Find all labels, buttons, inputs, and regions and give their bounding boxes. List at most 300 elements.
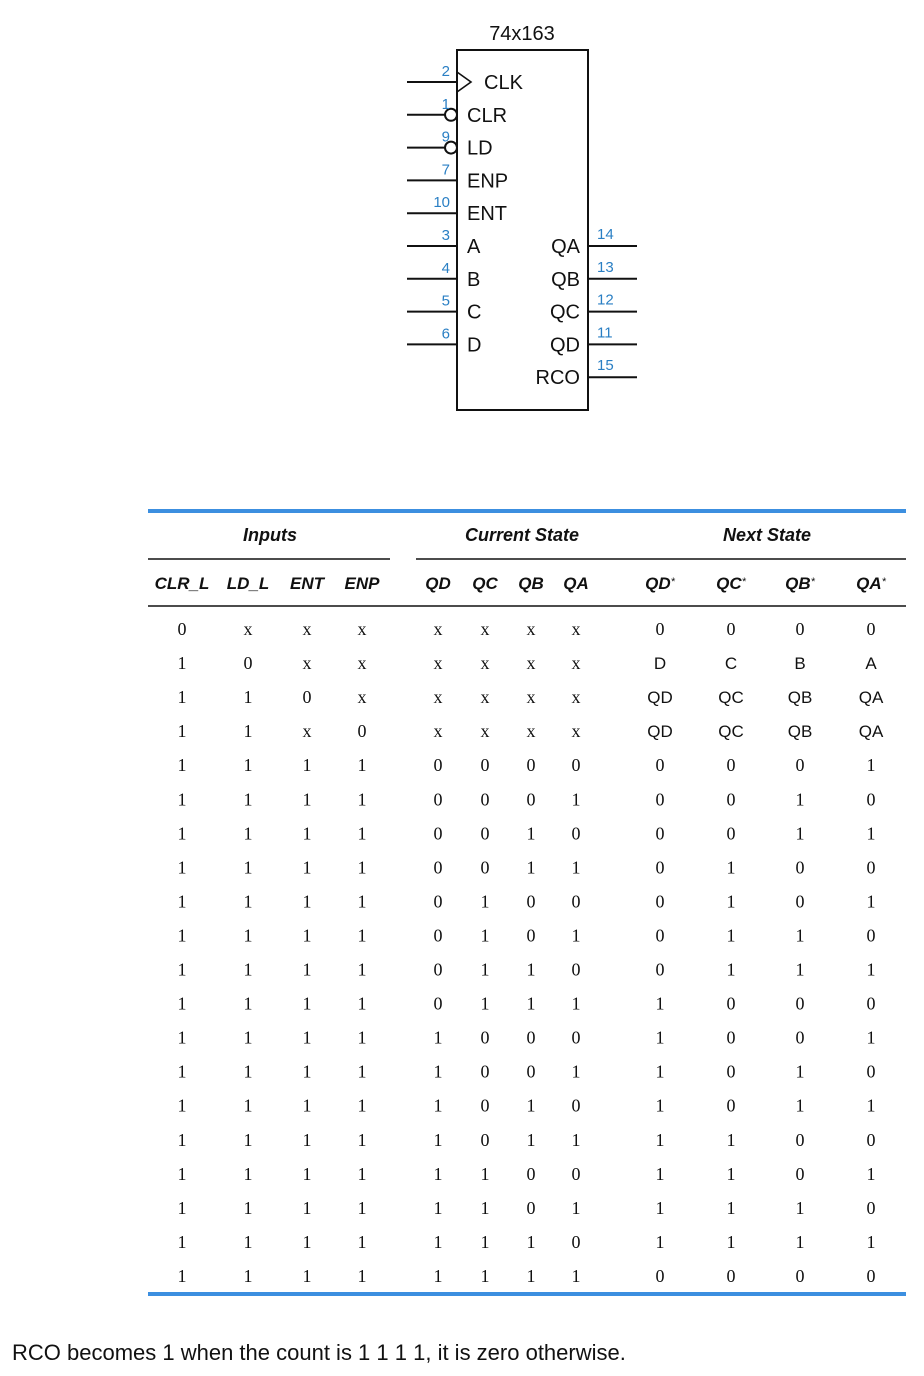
table-cell: 0	[526, 925, 536, 946]
table-cell: 0	[433, 755, 443, 776]
table-cell: 0	[302, 687, 312, 708]
column-header-qd-next: QD*	[645, 574, 675, 593]
table-cell: 1	[655, 1061, 665, 1082]
table-cell: x	[433, 687, 443, 708]
table-cell: 0	[526, 755, 536, 776]
table-cell: x	[357, 687, 367, 708]
d-pin-label: D	[467, 334, 482, 357]
table-cell: 1	[526, 1129, 536, 1150]
qd-pin-label: QD	[550, 334, 580, 357]
table-cell: 1	[795, 1231, 805, 1252]
table-cell: 0	[571, 755, 581, 776]
table-cell: 0	[726, 823, 736, 844]
a-pin-label: A	[467, 236, 481, 258]
ld-pin-number: 9	[441, 128, 450, 146]
table-cell: 1	[243, 857, 253, 878]
table-row	[178, 960, 876, 980]
group-header-inputs: Inputs	[243, 525, 297, 545]
table-cell: 0	[433, 891, 443, 912]
table-cell: QD	[647, 688, 673, 708]
table-cell: x	[571, 619, 581, 639]
table-cell: A	[865, 654, 877, 674]
table-top-rule	[148, 509, 906, 513]
table-cell: 0	[480, 1129, 490, 1150]
table-cell: 0	[795, 1265, 805, 1286]
a-pin-number: 3	[441, 227, 450, 244]
c-pin-number: 5	[441, 292, 450, 310]
table-cell: 1	[302, 1265, 312, 1286]
table-cell: 1	[866, 1095, 876, 1116]
table-cell: 0	[795, 755, 805, 776]
table-cell: 1	[433, 1129, 443, 1150]
group-header-next-state: Next State	[722, 525, 812, 545]
table-cell: 1	[795, 1095, 805, 1116]
table-cell: 1	[795, 925, 805, 946]
table-cell: 1	[795, 959, 805, 980]
table-cell: 1	[302, 1129, 312, 1150]
table-cell: x	[480, 721, 490, 742]
table-cell: 0	[866, 925, 876, 946]
table-cell: 1	[433, 1265, 443, 1286]
table-cell: x	[302, 721, 312, 742]
table-cell: 0	[526, 1027, 536, 1048]
table-cell: 0	[795, 1027, 805, 1048]
table-cell: 1	[243, 1095, 253, 1116]
column-header-clr-l: CLR_L	[154, 574, 210, 593]
table-cell: 1	[177, 993, 187, 1014]
table-cell: 1	[177, 1129, 187, 1150]
table-cell: 1	[433, 1231, 443, 1252]
table-cell: 1	[177, 959, 187, 980]
table-cell: 1	[357, 1095, 367, 1116]
table-cell: 1	[357, 1061, 367, 1082]
table-cell: 1	[571, 857, 581, 878]
table-cell: 1	[726, 1231, 736, 1252]
qc-pin-number: 12	[597, 291, 614, 309]
table-cell: 1	[726, 959, 736, 980]
table-cell: 1	[726, 1129, 736, 1150]
table-cell: QC	[718, 722, 744, 742]
table-row	[178, 1130, 876, 1150]
table-cell: 1	[433, 1197, 443, 1218]
d-pin-number: 6	[441, 325, 450, 343]
ld-pin-label: LD	[467, 137, 493, 160]
table-cell: 1	[480, 1265, 490, 1286]
table-cell: 0	[795, 891, 805, 912]
table-cell: 1	[177, 823, 187, 844]
rco-pin-label: RCO	[535, 367, 580, 390]
table-cell: 1	[433, 1027, 443, 1048]
table-cell: 0	[655, 925, 665, 946]
b-pin-label: B	[467, 268, 481, 291]
table-cell: 0	[480, 823, 490, 844]
table-cell: 1	[243, 721, 253, 742]
table-cell: x	[357, 619, 367, 639]
table-cell: 0	[726, 789, 736, 810]
table-cell: QD	[647, 722, 673, 742]
table-cell: 1	[433, 1061, 443, 1082]
table-cell: 1	[302, 925, 312, 946]
column-header-enp: ENP	[344, 574, 380, 593]
table-cell: 1	[795, 1197, 805, 1218]
table-cell: QA	[858, 722, 884, 742]
table-cell: 1	[433, 1163, 443, 1184]
table-cell: 1	[177, 925, 187, 946]
table-cell: 1	[243, 1061, 253, 1082]
table-cell: 1	[571, 925, 581, 946]
table-cell: 1	[726, 1163, 736, 1184]
table-cell: 0	[433, 823, 443, 844]
table-row	[178, 1266, 876, 1286]
column-header-qb: QB	[518, 574, 544, 593]
table-cell: 0	[655, 789, 665, 810]
table-cell: 1	[177, 721, 187, 742]
table-cell: 0	[866, 1061, 876, 1082]
table-cell: x	[526, 619, 536, 639]
table-cell: 0	[655, 755, 665, 776]
table-cell: 1	[357, 857, 367, 878]
table-cell: 0	[795, 1129, 805, 1150]
table-cell: 0	[866, 1129, 876, 1150]
table-cell: x	[571, 653, 581, 674]
table-cell: 0	[480, 1061, 490, 1082]
qc-pin-label: QC	[550, 301, 580, 324]
table-cell: 0	[526, 1061, 536, 1082]
table-cell: 1	[866, 1027, 876, 1048]
qb-pin-number: 13	[597, 258, 614, 276]
table-cell: 1	[243, 891, 253, 912]
b-pin-number: 4	[441, 259, 450, 277]
table-cell: 0	[795, 1163, 805, 1184]
table-row	[178, 755, 876, 775]
table-cell: 0	[655, 857, 665, 878]
table-cell: 1	[726, 925, 736, 946]
table-cell: x	[433, 721, 443, 742]
table-cell: 0	[726, 755, 736, 776]
table-cell: 1	[480, 1231, 490, 1252]
table-cell: 0	[866, 1197, 876, 1218]
table-cell: 1	[866, 755, 876, 776]
table-row	[178, 994, 876, 1014]
table-cell: 0	[655, 1265, 665, 1286]
table-cell: 0	[571, 891, 581, 912]
table-cell: 1	[243, 789, 253, 810]
table-cell: 1	[357, 1197, 367, 1218]
table-cell: 0	[866, 789, 876, 810]
table-cell: 0	[526, 789, 536, 810]
table-cell: 1	[243, 1027, 253, 1048]
table-cell: 0	[357, 721, 367, 742]
table-cell: x	[357, 653, 367, 674]
table-cell: 1	[526, 857, 536, 878]
table-cell: QA	[858, 688, 884, 708]
table-cell: 0	[726, 1095, 736, 1116]
table-cell: x	[571, 687, 581, 708]
table-cell: 0	[433, 993, 443, 1014]
table-cell: x	[571, 721, 581, 742]
clk-pin-label: CLK	[484, 72, 523, 94]
qa-pin-label: QA	[551, 236, 580, 258]
table-cell: 1	[655, 1095, 665, 1116]
column-header-qd: QD	[425, 574, 451, 593]
table-cell: 1	[655, 1231, 665, 1252]
table-cell: 0	[480, 1095, 490, 1116]
table-cell: 1	[243, 993, 253, 1014]
table-cell: 1	[795, 1061, 805, 1082]
chip-title: 74x163	[489, 23, 555, 45]
table-cell: 1	[243, 1129, 253, 1150]
table-row	[178, 1198, 876, 1218]
table-cell: 1	[480, 993, 490, 1014]
table-cell: 1	[571, 1197, 581, 1218]
table-cell: 1	[177, 755, 187, 776]
table-cell: 1	[357, 1129, 367, 1150]
table-cell: x	[526, 687, 536, 708]
table-cell: 1	[243, 823, 253, 844]
table-row	[178, 721, 884, 741]
table-cell: 0	[571, 823, 581, 844]
column-header-qa: QA	[563, 574, 589, 593]
table-cell: 1	[243, 925, 253, 946]
table-cell: 1	[526, 1095, 536, 1116]
qb-pin-label: QB	[551, 268, 580, 291]
table-row	[178, 619, 876, 639]
table-cell: 1	[302, 857, 312, 878]
table-cell: 0	[526, 1197, 536, 1218]
clk-pin-number: 2	[441, 63, 450, 80]
table-cell: 1	[177, 891, 187, 912]
table-cell: 1	[571, 1129, 581, 1150]
table-cell: 0	[480, 789, 490, 810]
table-cell: x	[433, 619, 443, 639]
table-cell: 0	[480, 1027, 490, 1048]
table-row	[178, 1028, 876, 1048]
table-cell: 1	[302, 789, 312, 810]
table-cell: 1	[795, 823, 805, 844]
table-row	[178, 653, 878, 673]
table-cell: 0	[795, 857, 805, 878]
table-cell: 1	[243, 959, 253, 980]
column-header-ent: ENT	[290, 574, 324, 593]
table-cell: 0	[726, 1061, 736, 1082]
table-cell: 1	[866, 1231, 876, 1252]
table-cell: 1	[177, 789, 187, 810]
table-cell: 1	[302, 993, 312, 1014]
table-bottom-rule	[148, 1292, 906, 1296]
table-cell: 1	[302, 755, 312, 776]
ent-pin-label: ENT	[467, 203, 507, 226]
table-cell: 1	[526, 823, 536, 844]
table-cell: 1	[177, 857, 187, 878]
table-row	[178, 857, 876, 877]
table-cell: 1	[480, 891, 490, 912]
table-row	[178, 1062, 876, 1082]
table-cell: B	[794, 654, 806, 674]
table-cell: 1	[302, 1095, 312, 1116]
table-cell: 1	[243, 1197, 253, 1218]
table-cell: 1	[177, 1027, 187, 1048]
table-cell: 1	[480, 959, 490, 980]
table-cell: 1	[302, 1197, 312, 1218]
table-cell: 1	[357, 1163, 367, 1184]
table-cell: 1	[302, 823, 312, 844]
table-cell: 1	[866, 891, 876, 912]
c-pin-label: C	[467, 301, 482, 324]
table-cell: D	[653, 654, 667, 674]
table-row	[178, 687, 884, 707]
table-cell: 1	[357, 1265, 367, 1286]
enp-pin-label: ENP	[467, 170, 509, 193]
table-cell: 0	[526, 891, 536, 912]
table-cell: 0	[866, 993, 876, 1014]
table-cell: 1	[177, 1197, 187, 1218]
table-cell: C	[724, 654, 738, 674]
table-cell: 0	[795, 993, 805, 1014]
table-row	[178, 823, 876, 843]
group-header-current-state: Current State	[464, 525, 580, 545]
table-cell: 1	[571, 993, 581, 1014]
table-cell: 1	[243, 755, 253, 776]
table-cell: 1	[357, 1231, 367, 1252]
table-cell: 1	[177, 1095, 187, 1116]
table-cell: x	[302, 619, 312, 639]
table-row	[178, 1232, 876, 1252]
table-cell: x	[302, 653, 312, 674]
table-cell: 0	[571, 1027, 581, 1048]
table-cell: 0	[571, 959, 581, 980]
enp-pin-number: 7	[441, 161, 450, 179]
table-cell: 0	[433, 925, 443, 946]
table-cell: 0	[433, 857, 443, 878]
table-row	[178, 891, 876, 911]
table-row	[178, 925, 876, 945]
table-cell: 1	[866, 959, 876, 980]
table-cell: 1	[302, 891, 312, 912]
table-cell: x	[480, 619, 490, 639]
table-cell: QC	[718, 688, 744, 708]
table-cell: 1	[480, 1197, 490, 1218]
column-header-ld-l: LD_L	[226, 574, 270, 593]
table-cell: 1	[302, 1231, 312, 1252]
table-cell: 1	[526, 1231, 536, 1252]
table-cell: 1	[357, 925, 367, 946]
table-cell: 0	[655, 823, 665, 844]
table-cell: 1	[177, 1163, 187, 1184]
table-cell: 1	[571, 1265, 581, 1286]
table-row	[178, 789, 876, 809]
table-cell: 0	[655, 891, 665, 912]
table-cell: 1	[526, 959, 536, 980]
column-header-qc-next: QC*	[716, 574, 746, 593]
table-cell: 1	[726, 857, 736, 878]
table-cell: 1	[243, 1265, 253, 1286]
qa-pin-number: 14	[597, 226, 614, 243]
table-cell: 0	[795, 619, 805, 639]
table-cell: 0	[866, 619, 876, 639]
table-cell: 1	[726, 1197, 736, 1218]
table-cell: x	[243, 619, 253, 639]
table-cell: x	[526, 653, 536, 674]
column-header-qc: QC	[472, 574, 498, 593]
table-cell: 0	[571, 1163, 581, 1184]
table-cell: 1	[526, 1265, 536, 1286]
table-cell: 0	[571, 1231, 581, 1252]
table-cell: 1	[357, 959, 367, 980]
table-cell: x	[526, 721, 536, 742]
table-cell: 1	[526, 993, 536, 1014]
qd-pin-number: 11	[597, 324, 613, 342]
table-cell: 1	[655, 1197, 665, 1218]
table-cell: 0	[726, 1265, 736, 1286]
table-row	[178, 1096, 876, 1116]
ent-pin-number: 10	[433, 194, 450, 212]
table-cell: 1	[357, 823, 367, 844]
column-header-qa-next: QA*	[856, 574, 886, 593]
table-cell: 1	[357, 1027, 367, 1048]
table-cell: 1	[302, 1061, 312, 1082]
rco-pin-number: 15	[597, 357, 614, 375]
clr-pin-label: CLR	[467, 104, 508, 127]
table-cell: 1	[243, 1231, 253, 1252]
table-cell: 1	[177, 687, 187, 708]
table-cell: 1	[726, 891, 736, 912]
table-cell: QB	[787, 688, 813, 708]
table-cell: 0	[433, 959, 443, 980]
table-cell: 0	[480, 857, 490, 878]
table-cell: 1	[795, 789, 805, 810]
table-cell: 0	[480, 755, 490, 776]
table-cell: 1	[655, 993, 665, 1014]
table-cell: 0	[726, 993, 736, 1014]
table-cell: 1	[177, 653, 187, 674]
table-cell: 1	[866, 823, 876, 844]
table-cell: 1	[302, 959, 312, 980]
table-cell: 1	[571, 1061, 581, 1082]
table-cell: 1	[357, 993, 367, 1014]
table-cell: 1	[866, 1163, 876, 1184]
table-cell: 1	[243, 1163, 253, 1184]
table-cell: 0	[726, 1027, 736, 1048]
table-cell: 0	[433, 789, 443, 810]
table-cell: 0	[866, 857, 876, 878]
table-cell: 1	[571, 789, 581, 810]
table-cell: 0	[655, 959, 665, 980]
table-cell: x	[433, 653, 443, 674]
table-cell: 0	[866, 1265, 876, 1286]
table-cell: 1	[655, 1027, 665, 1048]
table-cell: 0	[571, 1095, 581, 1116]
table-cell: QB	[787, 722, 813, 742]
rco-caption: RCO becomes 1 when the count is 1 1 1 1, it is zero otherwise.	[12, 1340, 626, 1365]
table-cell: 1	[357, 755, 367, 776]
table-cell: 1	[480, 1163, 490, 1184]
table-cell: x	[480, 687, 490, 708]
table-cell: 0	[177, 619, 187, 639]
table-cell: 0	[655, 619, 665, 639]
table-cell: 1	[357, 789, 367, 810]
table-cell: x	[480, 653, 490, 674]
table-cell: 1	[433, 1095, 443, 1116]
table-cell: 1	[655, 1129, 665, 1150]
column-header-qb-next: QB*	[785, 574, 815, 593]
table-row	[178, 1164, 876, 1184]
table-cell: 1	[177, 1231, 187, 1252]
table-cell: 1	[655, 1163, 665, 1184]
clr-pin-number: 1	[441, 95, 450, 113]
table-cell: 1	[177, 1265, 187, 1286]
table-cell: 1	[177, 1061, 187, 1082]
table-cell: 1	[357, 891, 367, 912]
